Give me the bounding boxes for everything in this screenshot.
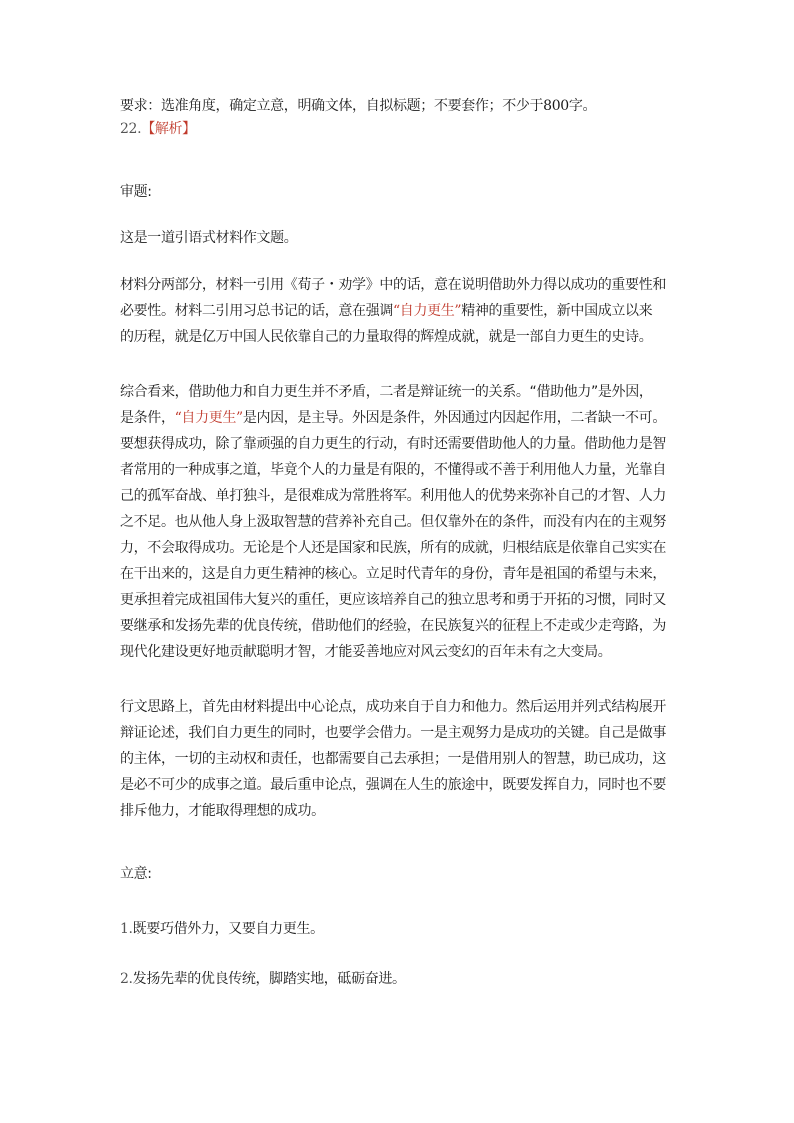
p3-line-9: 更承担着完成祖国伟大复兴的重任，更应该培养自己的独立思考和勇于开拓的习惯，同时又 bbox=[120, 592, 666, 608]
p4-line-2: 辩证论述，我们自力更生的同时，也要学会借力。一是主观努力是成功的关键。自己是做事 bbox=[120, 725, 666, 741]
shenti-label: 审题: bbox=[120, 184, 152, 200]
p3-line-2-b: 是内因，是主导。外因是条件，外因通过内因起作用，二者缺一不可。 bbox=[242, 410, 666, 426]
p2-line-3: 的历程，就是亿万中国人民依靠自己的力量取得的辉煌成就，就是一部自力更生的史诗。 bbox=[120, 329, 653, 345]
requirement-line bbox=[120, 97, 680, 115]
list-item-text: 既要巧借外力，又要自力更生。 bbox=[132, 921, 324, 937]
p3-line-3: 要想获得成功，除了靠顽强的自力更生的行动，有时还需要借助他人的力量。借助他力是智 bbox=[120, 436, 666, 452]
p2-line-2-b: 精神的重要性，新中国成立以来 bbox=[461, 303, 653, 319]
list-item-number: 2. bbox=[120, 971, 133, 987]
question-number: 22. bbox=[120, 121, 142, 137]
p4-line-5: 排斥他力，才能取得理想的成功。 bbox=[120, 803, 325, 819]
p2-line-1: 材料分两部分，材料一引用《荀子・劝学》中的话，意在说明借助外力得以成功的重要性和 bbox=[120, 277, 666, 293]
p4-line-1: 行文思路上，首先由材料提出中心论点，成功来自于自力和他力。然后运用并列式结构展开 bbox=[120, 699, 666, 715]
p2-line-2-a: 必要性。材料二引用习总书记的话，意在强调 bbox=[120, 303, 393, 319]
requirement-number: 800 bbox=[543, 98, 569, 114]
p3-line-2-a: 是条件， bbox=[120, 410, 175, 426]
p3-line-4: 者常用的一种成事之道，毕竟个人的力量是有限的，不懂得或不善于利用他人力量，光靠自 bbox=[120, 462, 666, 478]
p3-line-6: 之不足。也从他人身上汲取智慧的营养补充自己。但仅靠外在的条件，而没有内在的主观努 bbox=[120, 514, 666, 530]
p2-line-2 bbox=[120, 302, 680, 320]
paragraph-1: 这是一道引语式材料作文题。 bbox=[120, 230, 298, 246]
p3-line-10: 要继承和发扬先辈的优良传统，借助他们的经验，在民族复兴的征程上不走或少走弯路，为 bbox=[120, 618, 666, 634]
p3-line-8: 在干出来的，这是自力更生精神的核心。立足时代青年的身份，青年是祖国的希望与未来， bbox=[120, 566, 666, 582]
list-item bbox=[120, 970, 680, 988]
highlight-quote: “自力更生” bbox=[393, 303, 462, 319]
list-item-number: 1. bbox=[120, 921, 133, 937]
list-item bbox=[120, 920, 680, 938]
p3-line-1: 综合看来，借助他力和自力更生并不矛盾，二者是辩证统一的关系。“借助他力”是外因， bbox=[120, 384, 653, 400]
liyi-label: 立意: bbox=[120, 866, 152, 882]
list-item-text: 发扬先辈的优良传统，脚踏实地，砥砺奋进。 bbox=[132, 971, 406, 987]
requirement-suffix: 字。 bbox=[568, 98, 597, 114]
p3-line-11: 现代化建设更好地贡献聪明才智，才能妥善地应对风云变幻的百年未有之大变局。 bbox=[120, 644, 612, 660]
p4-line-3: 的主体，一切的主动权和责任，也都需要自己去承担；一是借用别人的智慧，助已成功，这 bbox=[120, 751, 666, 767]
p3-line-5: 己的孤军奋战、单打独斗，是很难成为常胜将军。利用他人的优势来弥补自己的才智、人力 bbox=[120, 488, 666, 504]
answer-heading bbox=[120, 120, 680, 138]
analysis-label: 【解析】 bbox=[141, 121, 196, 137]
p4-line-4: 是必不可少的成事之道。最后重申论点，强调在人生的旅途中，既要发挥自力，同时也不要 bbox=[120, 777, 666, 793]
highlight-quote: “自力更生” bbox=[174, 410, 243, 426]
requirement-prefix: 要求：选准角度，确定立意，明确文体，自拟标题；不要套作；不少于 bbox=[120, 98, 544, 114]
p3-line-2 bbox=[120, 409, 680, 427]
p3-line-7: 力，不会取得成功。无论是个人还是国家和民族，所有的成就，归根结底是依靠自己实实在 bbox=[120, 540, 666, 556]
